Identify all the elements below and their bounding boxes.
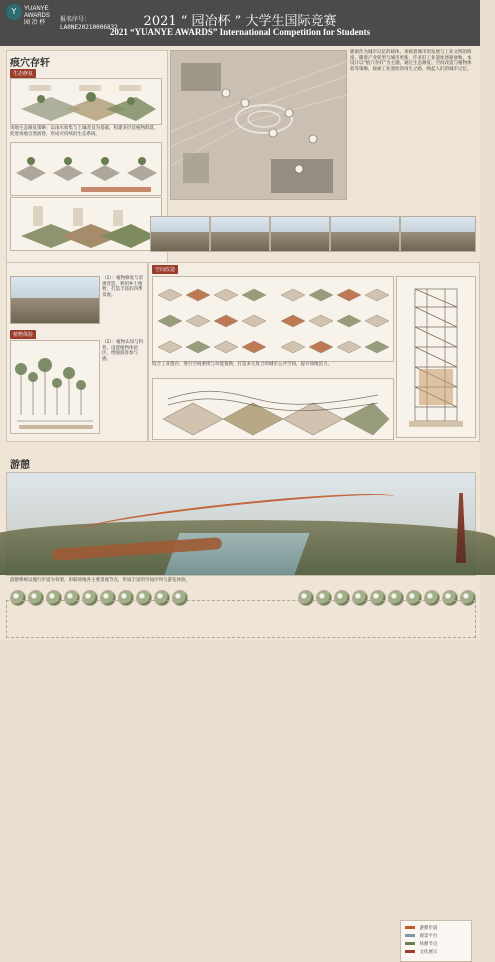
bottom-note: 游憩系统以慢行步道为骨架，串联场地各主要景观节点，形成丰富的空间序列与游览体验。: [10, 578, 190, 583]
registration-number: LA0NE20210006832: [60, 24, 118, 31]
render-thumb-3-sky: [271, 217, 329, 232]
legend-label-4: 文化展示: [419, 950, 438, 955]
ecology-diagram-2-svg: [11, 143, 161, 195]
space-diagram-lower-svg: [153, 379, 393, 439]
space-tag: 空间改造: [152, 265, 178, 274]
plant-note-1: （1）：植物修复与景观营造，利用乡土植物，打造丰富的四季景观。: [102, 276, 144, 298]
ecology-diagram-3: [10, 197, 162, 251]
ecology-diagram-2: [10, 142, 162, 196]
planting-tag: 植物体验: [10, 330, 36, 339]
planting-diagram: [10, 340, 100, 434]
plant-note-2: （2）：植物认知与科普，设置植物体验区，增强游客参与感。: [102, 340, 144, 362]
legend-label-3: 休憩节点: [419, 942, 438, 947]
title-english: 2021 “YUANYE AWARDS” International Competition for Students: [109, 27, 371, 37]
render-thumb-4-ground: [331, 232, 399, 251]
planting-render-1-sky: [11, 277, 99, 298]
render-thumb-5-ground: [401, 232, 475, 251]
legend-row-4: [405, 950, 437, 955]
space-note: 结合工业遗存，进行空间重组与功能置换，打造多元复合的城市公共空间，提升场地活力。: [152, 362, 332, 367]
section-title-roam: 游憩: [10, 460, 30, 471]
planting-render-1-ground: [11, 298, 99, 323]
legend-label-2: 观景平台: [419, 934, 438, 939]
legend-swatch-1: [405, 926, 415, 929]
bottom-dashed-frame: [6, 600, 476, 638]
render-thumb-2-sky: [211, 217, 269, 232]
space-grid-diagram: [152, 276, 394, 362]
ecology-diagram-1-svg: [11, 79, 161, 124]
logo-line-2: AWARDS: [24, 13, 50, 19]
tower-structure: [396, 276, 476, 438]
site-plan-svg: [171, 51, 346, 199]
planting-diagram-svg: [11, 341, 99, 433]
tower-structure-svg: [397, 277, 475, 437]
render-thumb-4: [330, 216, 400, 252]
title-chinese: 2021 “ 园冶杯 ” 大学生国际竞赛: [143, 14, 337, 29]
ecology-tag: 生态修复: [10, 69, 36, 78]
planting-render-1: [10, 276, 100, 324]
bottom-section: [0, 450, 480, 955]
legend-swatch-2: [405, 934, 415, 937]
legend-swatch-4: [405, 950, 415, 953]
render-thumb-3-ground: [271, 232, 329, 251]
render-thumb-4-sky: [331, 217, 399, 232]
space-diagram-lower: [152, 378, 394, 440]
legend-row-1: [405, 926, 437, 931]
legend-row-2: [405, 934, 437, 939]
section-title-left: 痕穴存轩: [10, 58, 50, 69]
render-thumb-5: [400, 216, 476, 252]
logo-line-1: YUANYE: [24, 6, 49, 12]
render-thumb-3: [270, 216, 330, 252]
render-thumb-1: [150, 216, 210, 252]
render-thumb-2: [210, 216, 270, 252]
route-legend: [400, 920, 472, 962]
render-thumb-5-sky: [401, 217, 475, 232]
registration-label: 报名序号：: [60, 16, 91, 23]
legend-label-1: 游憩步道: [419, 926, 438, 931]
render-thumb-1-sky: [151, 217, 209, 232]
left-note-1: 场地生态修复策略：以雨水收集与土壤改良为基础，构建多层次植物群落，促进场地自然演替，形成可持续的生态系统。: [10, 126, 159, 137]
ecology-diagram-1: [10, 78, 162, 125]
render-thumb-1-ground: [151, 232, 209, 251]
site-plan-map: [170, 50, 347, 200]
header-bar: [0, 0, 480, 46]
legend-row-3: [405, 942, 437, 947]
right-intro-text: 鹿洞作为城市记忆的载体，承载着城市的发展与工业文明的辉煌。随着产业转型与城市更新，许多旧工业遗址逐渐衰败。本设计以“痕穴存轩”为主题，通过生态修复、空间改造与植物体验等策略，探索工业遗址的再生之路，唤起人们的城市记忆。: [350, 50, 472, 72]
space-grid-svg: [153, 277, 393, 361]
logo-mark-icon: Y: [6, 4, 22, 20]
ecology-diagram-3-svg: [11, 198, 161, 250]
legend-swatch-3: [405, 942, 415, 945]
render-thumb-2-ground: [211, 232, 269, 251]
logo-line-3: 园 冶 杯: [24, 20, 46, 26]
